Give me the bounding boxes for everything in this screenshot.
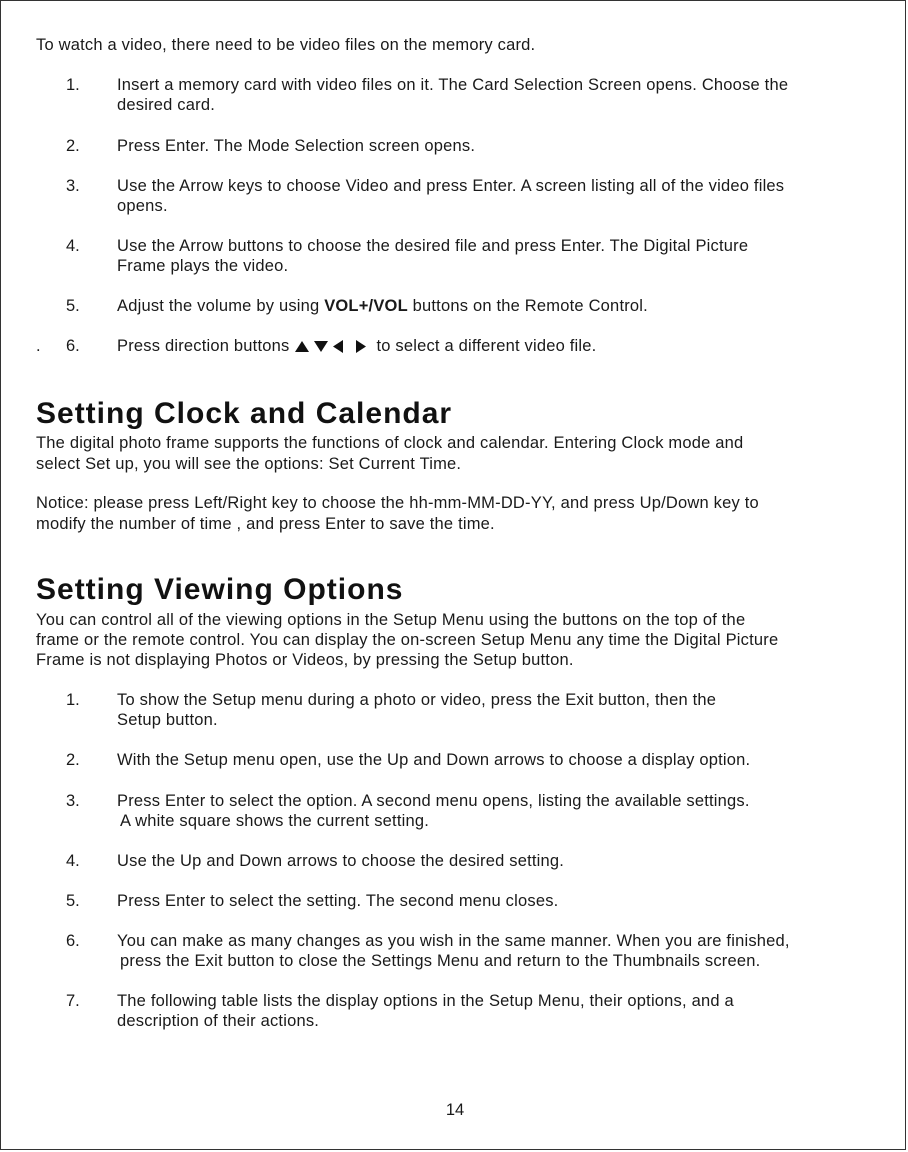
- step-line: Use the Arrow buttons to choose the desired file and press Enter. The Digital Picture: [117, 237, 749, 255]
- list-item: [117, 296, 892, 316]
- step-line: You can make as many changes as you wish in the same manner. When you are finished,: [117, 932, 790, 950]
- step-line: Frame plays the video.: [117, 257, 289, 275]
- clock-notice-line: modify the number of time , and press Enter to save the time.: [36, 515, 495, 533]
- step-line: To show the Setup menu during a photo or video, press the Exit button, then the: [117, 691, 717, 709]
- intro-text: To watch a video, there need to be video files on the memory card.: [36, 36, 536, 54]
- step-text: buttons on the Remote Control.: [407, 297, 648, 315]
- step-line: A white square shows the current setting.: [120, 812, 430, 830]
- step-number: 5.: [66, 297, 80, 315]
- list-item: [117, 851, 892, 871]
- step-text: Press direction buttons: [117, 337, 290, 355]
- step-line: description of their actions.: [117, 1012, 320, 1030]
- step-line: Press Enter to select the setting. The second menu closes.: [117, 892, 559, 910]
- list-item: [117, 750, 892, 770]
- list-item: [117, 931, 892, 971]
- step-line: press the Exit button to close the Settings Menu and return to the Thumbnails screen.: [120, 952, 761, 970]
- page-number: 14: [445, 1101, 465, 1119]
- list-item: [117, 690, 892, 730]
- clock-paragraph-line: select Set up, you will see the options: Set Current Time.: [36, 455, 462, 473]
- step-number: 6.: [66, 932, 80, 950]
- step-number: 4.: [66, 852, 80, 870]
- step-number: 2.: [66, 137, 80, 155]
- step-number: 1.: [66, 691, 80, 709]
- step-line: With the Setup menu open, use the Up and Down arrows to choose a display option.: [117, 751, 751, 769]
- list-item: [117, 891, 892, 911]
- step-line: opens.: [117, 197, 168, 215]
- right-arrow-icon: [356, 340, 366, 353]
- clock-heading: Setting Clock and Calendar: [36, 397, 453, 430]
- step-number: 3.: [66, 177, 80, 195]
- up-arrow-icon: [295, 341, 309, 352]
- step-line: Insert a memory card with video files on it. The Card Selection Screen opens. Choose the: [117, 76, 789, 94]
- list-item: [117, 176, 892, 216]
- down-arrow-icon: [314, 341, 328, 352]
- step-number: 5.: [66, 892, 80, 910]
- step-line: Setup button.: [117, 711, 218, 729]
- step-line: Use the Arrow keys to choose Video and press Enter. A screen listing all of the video files: [117, 177, 785, 195]
- viewing-heading: Setting Viewing Options: [36, 573, 404, 606]
- step-line: The following table lists the display options in the Setup Menu, their options, and a: [117, 992, 734, 1010]
- list-item: [117, 991, 892, 1031]
- vol-label: VOL+/VOL: [324, 297, 408, 315]
- stray-dot: .: [36, 337, 41, 355]
- step-text: Adjust the volume by using: [117, 297, 325, 315]
- step-number: 2.: [66, 751, 80, 769]
- viewing-paragraph-line: frame or the remote control. You can display the on-screen Setup Menu any time the Digital Picture: [36, 631, 779, 649]
- list-item: [117, 75, 892, 115]
- step-number: 3.: [66, 792, 80, 810]
- viewing-paragraph-line: Frame is not displaying Photos or Videos, by pressing the Setup button.: [36, 651, 574, 669]
- clock-paragraph-line: The digital photo frame supports the functions of clock and calendar. Entering Clock mode and: [36, 434, 744, 452]
- step-number: 7.: [66, 992, 80, 1010]
- direction-arrows: [295, 340, 366, 353]
- step-line: desired card.: [117, 96, 215, 114]
- list-item: [117, 791, 892, 831]
- list-item: [117, 136, 892, 156]
- step-line: Use the Up and Down arrows to choose the desired setting.: [117, 852, 565, 870]
- list-item: [117, 236, 892, 276]
- step-line: Press Enter. The Mode Selection screen opens.: [117, 137, 476, 155]
- left-arrow-icon: [333, 340, 343, 353]
- list-item: [117, 336, 892, 356]
- step-text: to select a different video file.: [376, 337, 597, 355]
- viewing-paragraph-line: You can control all of the viewing options in the Setup Menu using the buttons on the top of the: [36, 611, 746, 629]
- step-number: 4.: [66, 237, 80, 255]
- step-number: 1.: [66, 76, 80, 94]
- clock-notice-line: Notice: please press Left/Right key to choose the hh-mm-MM-DD-YY, and press Up/Down key to: [36, 494, 759, 512]
- step-number: 6.: [66, 337, 80, 355]
- step-line: Press Enter to select the option. A second menu opens, listing the available settings.: [117, 792, 750, 810]
